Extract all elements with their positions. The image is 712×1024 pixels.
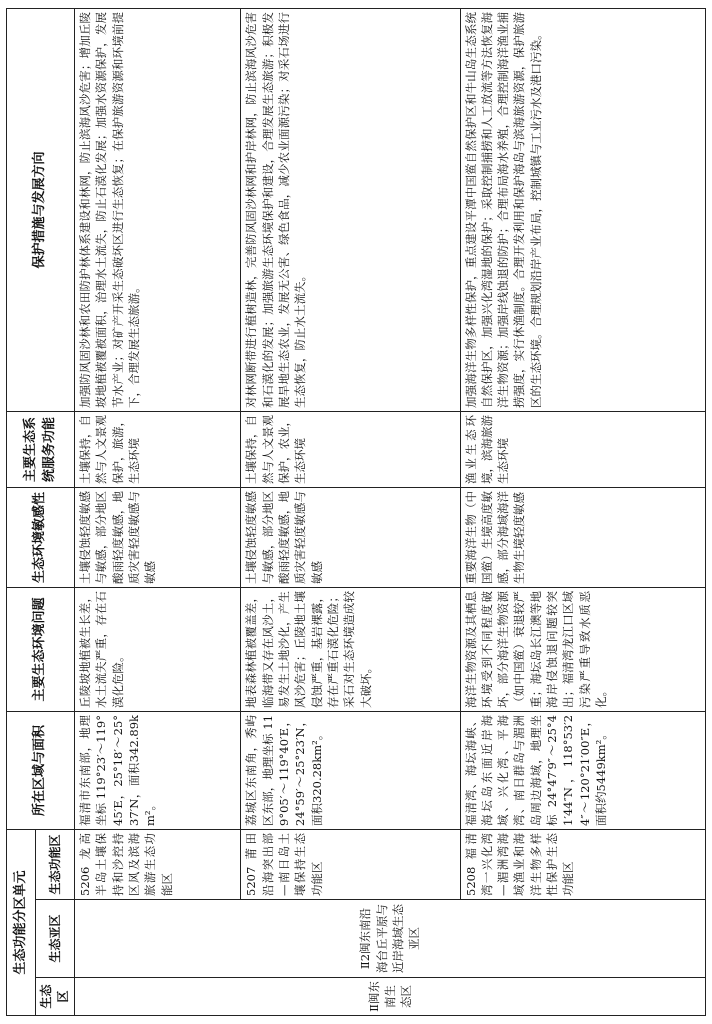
subregion-cell: Ⅱ2闽东南沿海台丘平原与近岸海域生态亚区 — [75, 900, 706, 978]
measures-cell: 对林网断带进行植树造林，完善防风固沙林网和护岸林网，防止滨海风沙危害和石漠化的发展；加强旅游生态环境保护和建设，合理发展生态旅游；积极发展旱地生态农业，发展无公害、绿色食品，减少农业面源污染；对采石场进行生态恢复，防止水土流失。 — [241, 9, 460, 412]
sensitivity-cell: 重要海洋生物（中国鲎）生境高度敏感，部分海域海洋生物生境轻度敏感 — [460, 487, 706, 587]
sensitivity-cell: 土壤侵蚀轻度敏感与敏感，部分地区酸雨轻度敏感，地质灾害轻度敏感与敏感 — [75, 487, 241, 587]
services-cell: 渔业生态环境，滨海旅游生态环境 — [460, 411, 706, 487]
problems-header: 主要生态环境问题 — [7, 587, 75, 711]
zone-cell: 5208 福清湾一兴化湾—湄洲湾海域渔业和海洋生物多样性保护生态功能区 — [460, 829, 706, 899]
services-cell: 土壤保持，自然与人文景观保护，农业，生态环境 — [241, 411, 460, 487]
header-row-1 — [7, 9, 36, 1016]
subregion-header: 生态亚区 — [36, 900, 75, 978]
problems-cell: 地表森林植被覆盖差，临海带又存在风沙土，易发生土地沙化，产生风沙危害；丘陵地土壤侵蚀严重，基岩裸露，存在严重石漠化危险；采石对生态环境造成较大破坏。 — [241, 587, 460, 711]
problems-cell: 丘陵坡地植被生长差，水土流失严重，存在石漠化危险。 — [75, 587, 241, 711]
area-cell: 福清湾、海坛海峡、海坛岛东面近岸海域、兴化湾、平海湾、南日群岛与湄洲岛周边海域，地理坐标 24°47′9″～25°41′44″N，118°53′24″～120°21′00″E，面积约5449km²。 — [460, 711, 706, 829]
unit-header: 生态功能分区单元 — [7, 829, 36, 1015]
zone-cell: 5206 龙高半岛土壤保持和沙控持区风及滨海旅游生态功能区 — [75, 829, 241, 899]
services-header: 主要生态系统服务功能 — [7, 411, 75, 487]
services-cell: 土壤保持，自然与人文景观保护，旅游，生态环境 — [75, 411, 241, 487]
problems-cell: 海洋生物资源及其栖息环境受到不同程度破坏，部分海洋生物资源（如中国鲎）衰退较严重；海坛岛长江澳等地海岸侵蚀退问题较突出；福清湾龙江口区域污染严重导致水质恶化。 — [460, 587, 706, 711]
area-cell: 荔城区东南角，秀屿区东部，地理坐标 119°05′～119°40′E，24°59′～25°23′N，面积320.28km²。 — [241, 711, 460, 829]
zone-header: 生态功能区 — [36, 829, 75, 899]
region-header: 生态区 — [36, 978, 75, 1016]
measures-cell: 加强海洋生物多样性保护，重点建设平潭中国鲎自然保护区和牛山岛生态系统自然保护区，加强兴化湾湿地的保护；采取控制捕捞和人工放流等方法恢复海洋生物资源；加强岸线蚀退的防护；合理布局海水养殖，合理控制海洋渔业捕捞强度，实行休渔制度。合理开发利用和保护海岛与滨海旅游资源，保护旅游区的生态环境。合理规划沿岸产业布局，控制城镇与工业污水及港口污染。 — [460, 9, 706, 412]
table-row — [241, 9, 460, 1016]
sensitivity-cell: 土壤侵蚀轻度敏感与敏感，部分地区酸雨轻度敏感，地质灾害轻度敏感与敏感 — [241, 487, 460, 587]
measures-cell: 加强防风固沙林和农田防护林体系建设和林网，防止滨海风沙危害；增加丘陵坡地植被覆被面积，治理水土流失，防止石漠化发展；加强水资源保护，发展节水产业；对矿产开采生态破坏区进行生态恢复；在保护旅游资源和环境前提下，合理发展生态旅游。 — [75, 9, 241, 412]
measures-header: 保护措施与发展方向 — [7, 9, 75, 412]
eco-function-zone-table — [6, 8, 706, 1016]
sensitivity-header: 生态环境敏感性 — [7, 487, 75, 587]
region-cell: Ⅱ闽东南生态区 — [75, 978, 706, 1016]
table-row — [460, 9, 706, 1016]
area-cell: 福清市东南部，地理坐标 119°23′～119°45′E，25°18′～25°37′N，面积342.89km²。 — [75, 711, 241, 829]
zone-cell: 5207 莆田沿海突出部—南日岛土壤保持生态功能区 — [241, 829, 460, 899]
area-header: 所在区域与面积 — [7, 711, 75, 829]
table-row — [75, 9, 241, 1016]
